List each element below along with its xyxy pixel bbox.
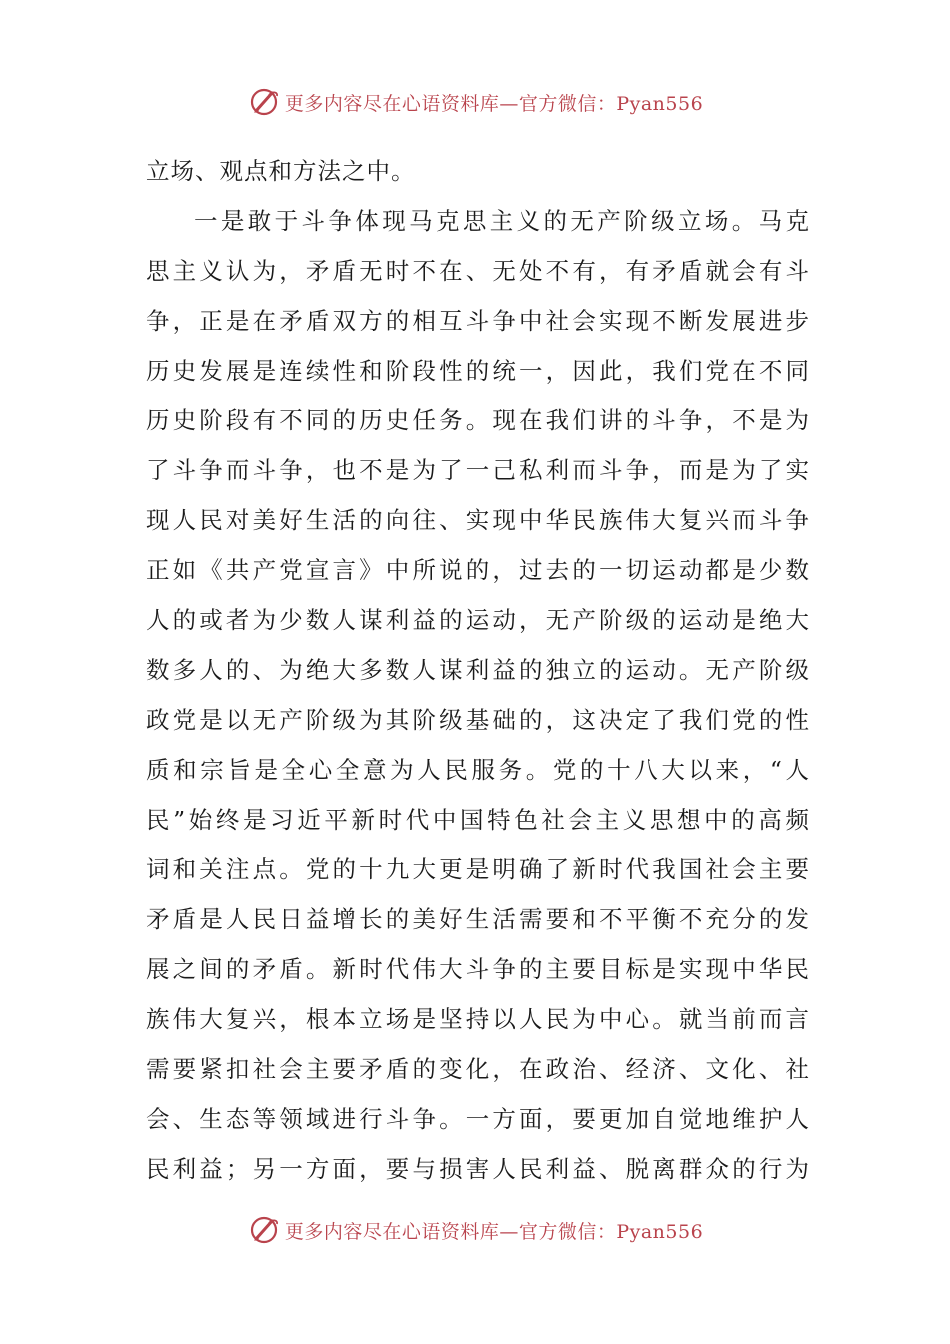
- text-line: 了斗争而斗争，也不是为了一己私利而斗争，而是为了实: [146, 456, 810, 485]
- text-line: 质和宗旨是全心全意为人民服务。党的十八大以来，“人: [146, 755, 810, 784]
- text-line: 需要紧扣社会主要矛盾的变化，在政治、经济、文化、社: [146, 1055, 810, 1084]
- header-banner-text: 更多内容尽在心语资料库—官方微信：Pyan556: [284, 92, 704, 115]
- text-line: 展之间的矛盾。新时代伟大斗争的主要目标是实现中华民: [146, 955, 810, 984]
- header-banner: [0, 82, 950, 122]
- footer-banner-text: 更多内容尽在心语资料库—官方微信：Pyan556: [284, 1220, 704, 1243]
- text-line: 立场、观点和方法之中。: [146, 157, 416, 185]
- footer-banner: [0, 1210, 950, 1250]
- pen-logo-icon: [247, 85, 281, 119]
- text-line: 争，正是在矛盾双方的相互斗争中社会实现不断发展进步: [146, 306, 810, 335]
- text-line: 政党是以无产阶级为其阶级基础的，这决定了我们党的性: [146, 705, 810, 734]
- pen-logo-icon: [247, 1213, 281, 1247]
- text-line: 正如《共产党宣言》中所说的，过去的一切运动都是少数: [146, 556, 810, 585]
- text-line: 矛盾是人民日益增长的美好生活需要和不平衡不充分的发: [146, 905, 810, 934]
- text-line: 历史阶段有不同的历史任务。现在我们讲的斗争，不是为: [146, 406, 810, 435]
- text-line: 民”始终是习近平新时代中国特色社会主义思想中的高频: [146, 805, 810, 834]
- text-line: 现人民对美好生活的向往、实现中华民族伟大复兴而斗争: [146, 506, 810, 535]
- text-line: 会、生态等领域进行斗争。一方面，要更加自觉地维护人: [146, 1104, 810, 1133]
- text-line: 民利益；另一方面，要与损害人民利益、脱离群众的行为: [146, 1154, 810, 1183]
- document-body: [146, 147, 810, 1195]
- text-line: 思主义认为，矛盾无时不在、无处不有，有矛盾就会有斗: [146, 256, 810, 285]
- text-line: 人的或者为少数人谋利益的运动，无产阶级的运动是绝大: [146, 606, 810, 635]
- text-line: 族伟大复兴，根本立场是坚持以人民为中心。就当前而言: [146, 1005, 810, 1034]
- text-line: 词和关注点。党的十九大更是明确了新时代我国社会主要: [146, 855, 810, 884]
- text-line: 一是敢于斗争体现马克思主义的无产阶级立场。马克: [194, 206, 810, 235]
- text-line: 历史发展是连续性和阶段性的统一，因此，我们党在不同: [146, 356, 810, 385]
- text-line: 数多人的、为绝大多数人谋利益的独立的运动。无产阶级: [146, 655, 810, 684]
